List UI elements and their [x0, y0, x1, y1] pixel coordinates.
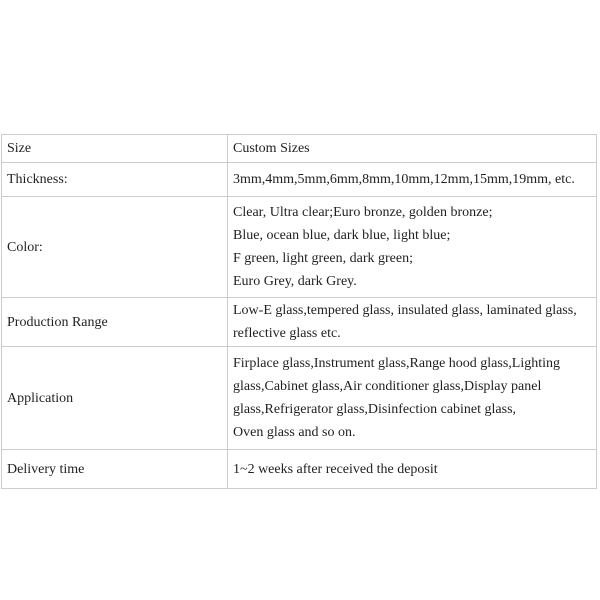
spec-value-line: 1~2 weeks after received the deposit: [233, 461, 438, 477]
spec-value-line: F green, light green, dark green;: [233, 251, 413, 266]
spec-value-cell: [228, 347, 597, 450]
spec-label: Size: [7, 141, 32, 156]
spec-value-line: 3mm,4mm,5mm,6mm,8mm,10mm,12mm,15mm,19mm, etc.: [233, 172, 575, 187]
table-row: [2, 163, 597, 197]
spec-label-cell: [2, 450, 228, 489]
spec-label: Thickness:: [7, 172, 68, 187]
spec-label: Production Range: [7, 314, 108, 330]
spec-label-cell: [2, 298, 228, 347]
spec-label-cell: [2, 163, 228, 197]
spec-value-line: Blue, ocean blue, dark blue, light blue;: [233, 228, 451, 243]
spec-value-line: Euro Grey, dark Grey.: [233, 274, 357, 289]
spec-value-line: Custom Sizes: [233, 141, 310, 156]
spec-label-cell: [2, 135, 228, 163]
spec-value-line: Oven glass and so on.: [233, 425, 356, 440]
spec-value-line: glass,Cabinet glass,Air conditioner glass,Display panel: [233, 379, 542, 394]
spec-value-line: Firplace glass,Instrument glass,Range hood glass,Lighting: [233, 356, 561, 371]
spec-value-line: glass,Refrigerator glass,Disinfection cabinet glass,: [233, 402, 517, 417]
table-row: [2, 450, 597, 489]
spec-value-cell: [228, 135, 597, 163]
table-row: [2, 135, 597, 163]
spec-value-line: reflective glass etc.: [233, 326, 341, 341]
spec-label-cell: [2, 197, 228, 298]
product-spec-table: [1, 134, 597, 489]
spec-value-cell: [228, 298, 597, 347]
table-row: [2, 298, 597, 347]
table-row: [2, 347, 597, 450]
spec-value-cell: [228, 450, 597, 489]
spec-label-cell: [2, 347, 228, 450]
spec-label: Delivery time: [7, 461, 85, 477]
spec-value-line: Low-E glass,tempered glass, insulated glass, laminated glass,: [233, 303, 577, 318]
spec-label: Color:: [7, 239, 43, 255]
spec-label: Application: [7, 390, 74, 406]
spec-value-cell: [228, 163, 597, 197]
spec-value-line: Clear, Ultra clear;Euro bronze, golden bronze;: [233, 205, 493, 220]
table-row: [2, 197, 597, 298]
spec-value-cell: [228, 197, 597, 298]
